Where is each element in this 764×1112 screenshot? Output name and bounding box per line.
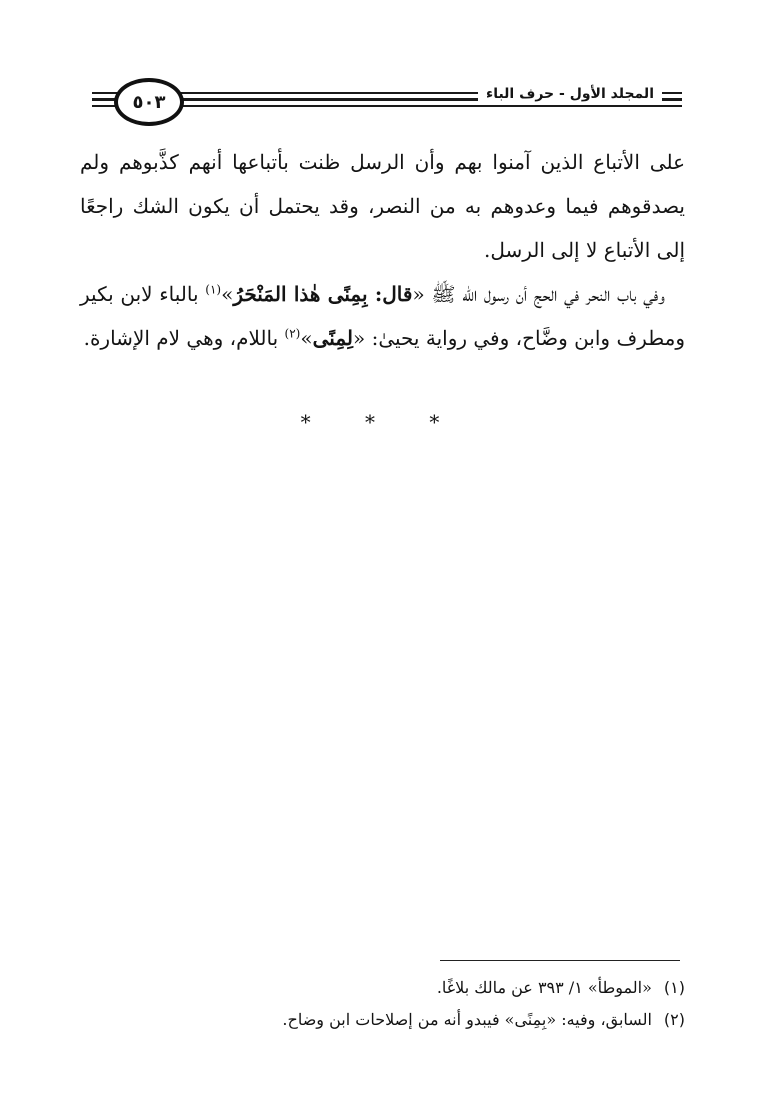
quote-mark: » xyxy=(300,326,313,350)
page-header xyxy=(92,70,682,130)
footnote-ref-2: (٢) xyxy=(284,326,301,341)
footnotes xyxy=(120,972,685,1036)
quote-mark: » xyxy=(221,282,234,306)
footnote-2 xyxy=(120,1004,685,1036)
variant-reading: لِمِنًى xyxy=(312,326,353,350)
text-run: باللام، وهي لام الإشارة. xyxy=(83,326,285,350)
running-title: المجلد الأول - حرف الباء xyxy=(478,86,662,102)
page-number-text: ٥٠٣ xyxy=(132,91,166,113)
footnote-text: السابق، وفيه: «بِمِنًى» فيبدو أنه من إصلاحات ابن وضاح. xyxy=(282,1010,652,1029)
paragraph-1: على الأتباع الذين آمنوا بهم وأن الرسل ظنت بأتباعها أنهم كذَّبوهم ولم يصدقوهم فيما وعدوهم به من النصر، وقد يحتمل أن يكون الشك راجعًا إلى الأتباع لا إلى الرسل. xyxy=(80,150,685,262)
footnote-divider xyxy=(440,960,680,961)
hadith-quote: قال: بِمِنًى هٰذا المَنْحَرُ xyxy=(233,282,413,306)
page-number xyxy=(114,78,184,126)
footnote-ref-1: (١) xyxy=(205,282,222,297)
paragraph-2 xyxy=(80,272,685,360)
footnote-text: «الموطأ» ١/ ٣٩٣ عن مالك بلاغًا. xyxy=(436,978,652,997)
text-run: بالباء لابن بكير ومطرف وابن وضَّاح، وفي رواية يحيىٰ: « xyxy=(80,282,685,350)
text-run: وفي باب النحر في الحج أن رسول الله ﷺ « xyxy=(412,282,665,306)
section-separator: * * * xyxy=(300,410,464,434)
footnote-1 xyxy=(120,972,685,1004)
footnote-number: (٢) xyxy=(663,1010,685,1029)
main-text xyxy=(80,140,685,360)
footnote-number: (١) xyxy=(663,978,685,997)
